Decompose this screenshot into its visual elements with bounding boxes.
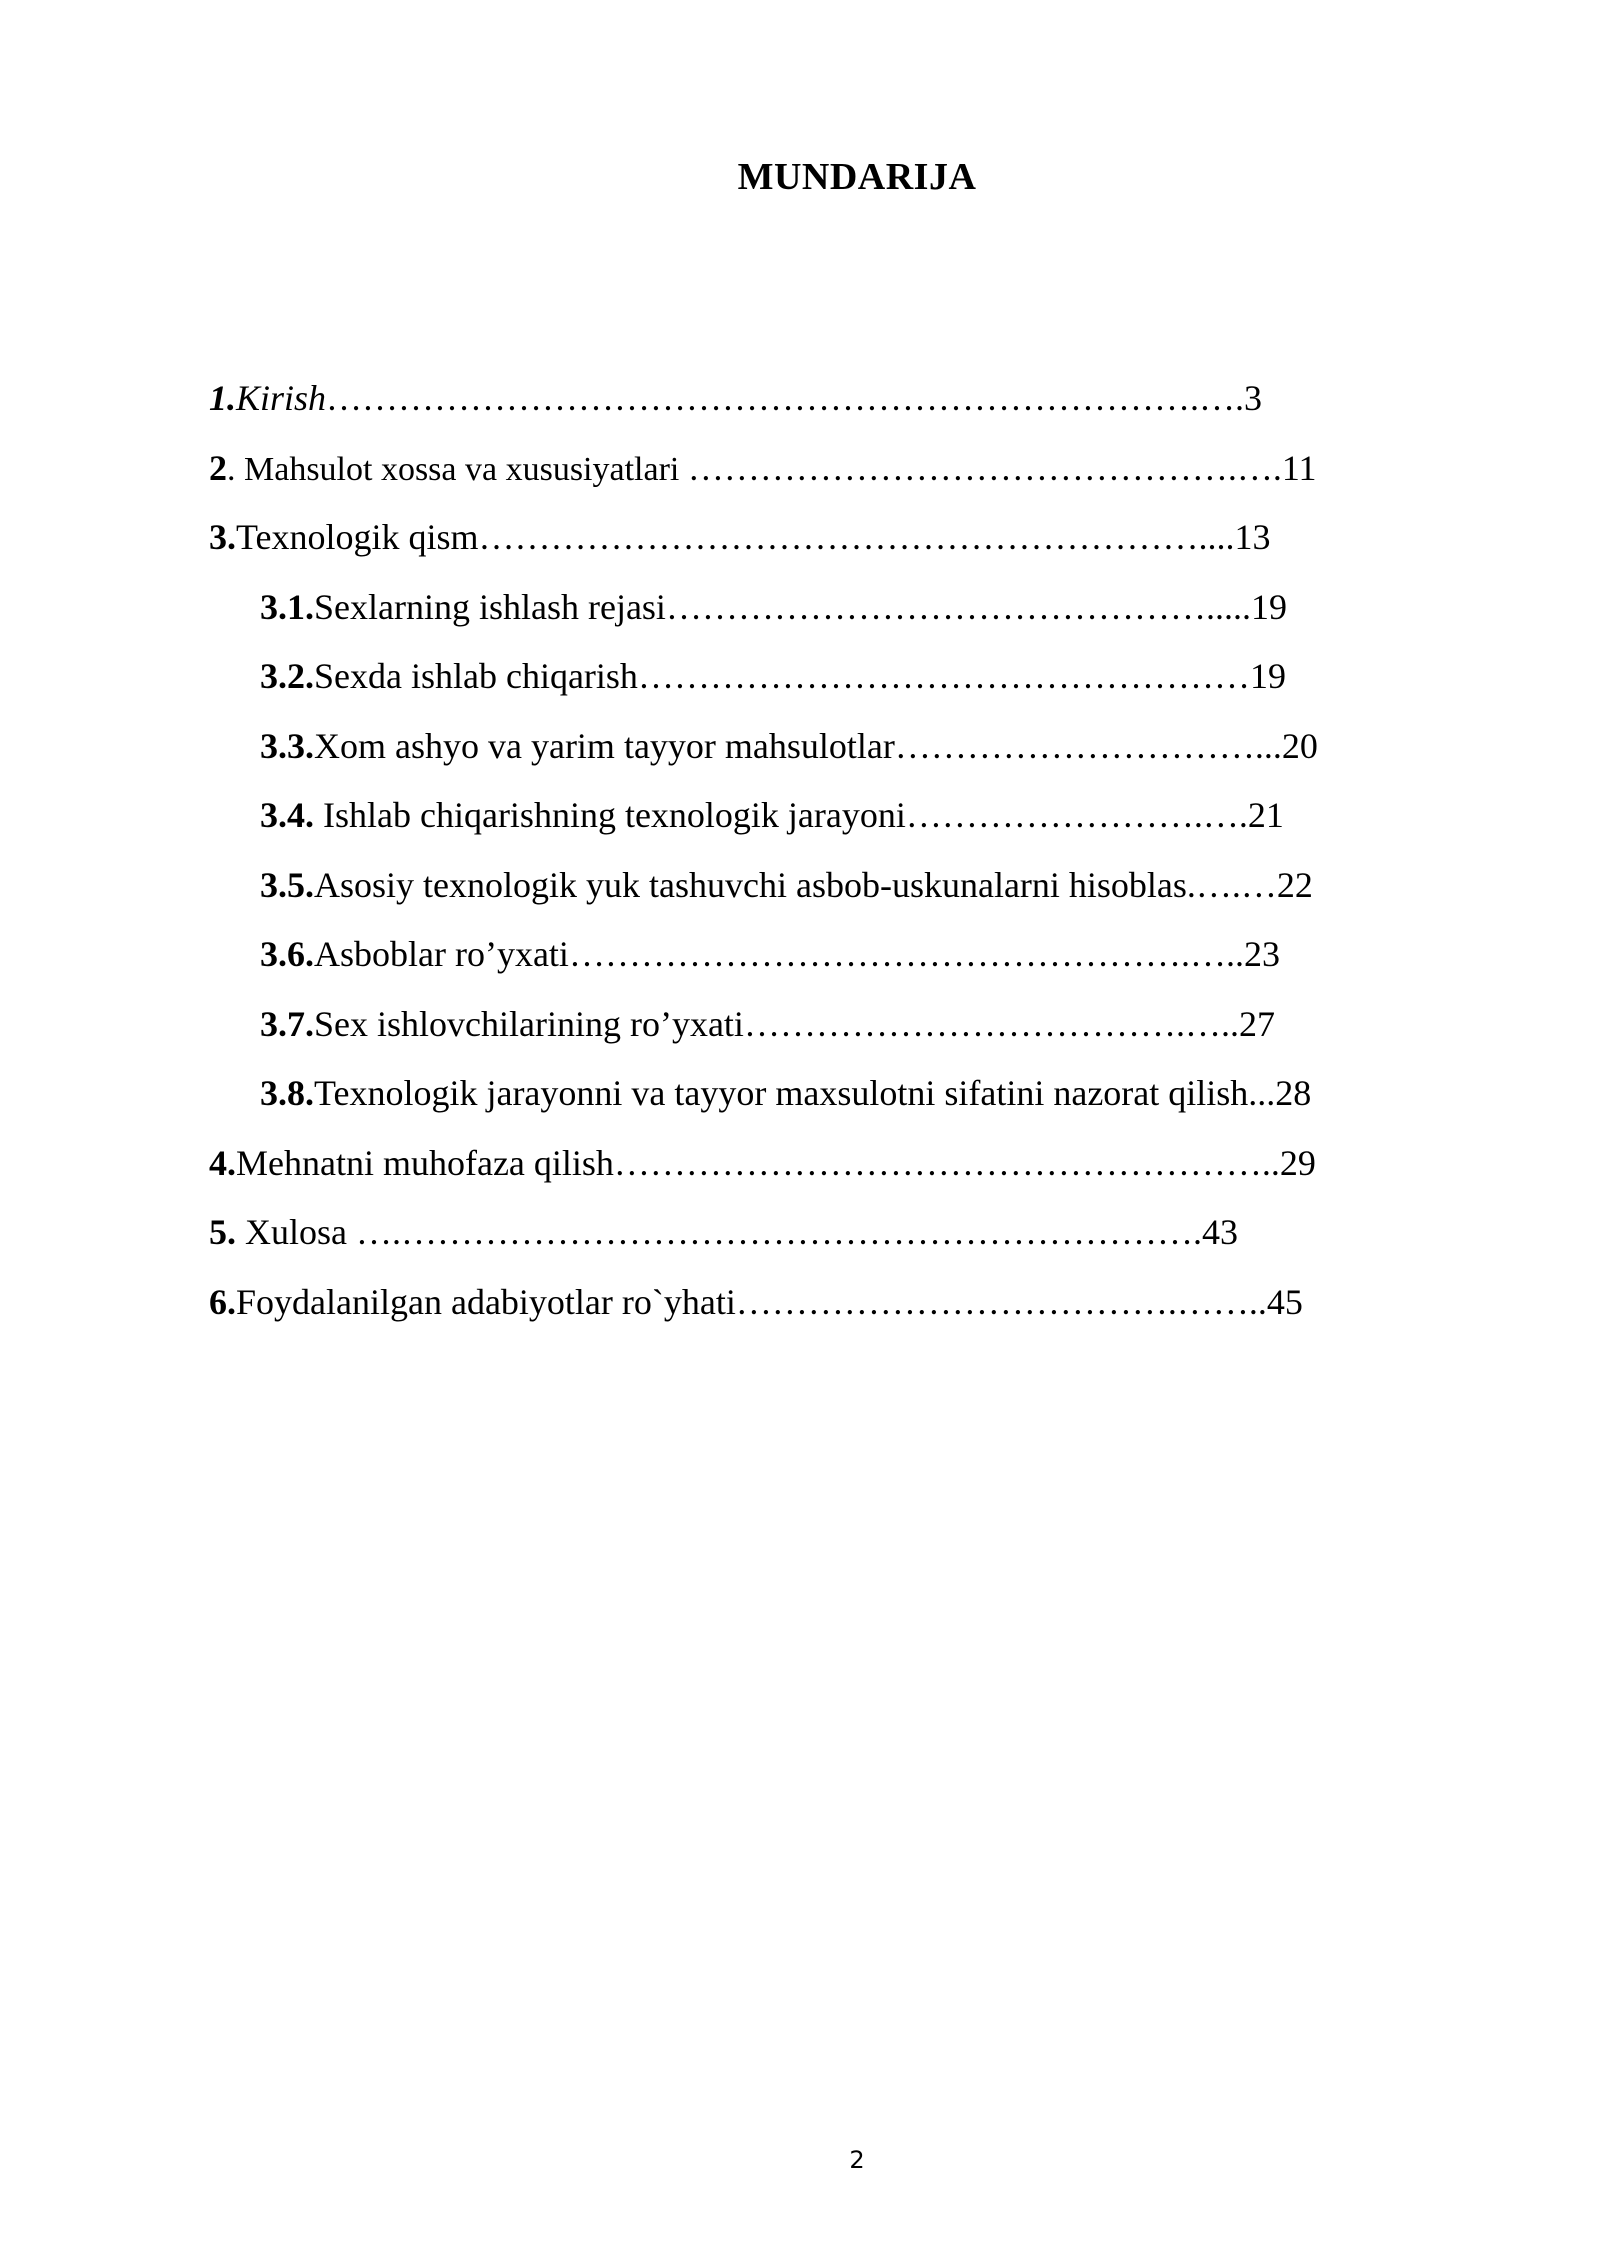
toc-leader-dots: ……………………………….…….. xyxy=(735,1281,1267,1322)
toc-leader-dots: …………………………………………….….. xyxy=(568,934,1244,974)
toc-leader-dots: ……………………………….….. xyxy=(743,1003,1239,1044)
toc-entry-adabiyotlar xyxy=(209,1276,1457,1346)
toc-entry-title: Sex ishlovchilarining ro’yxati xyxy=(314,1003,744,1044)
toc-entry-page: 43 xyxy=(1202,1212,1238,1252)
toc-entry-3-4 xyxy=(209,789,1457,859)
toc-entry-number: 3.5. xyxy=(260,864,314,905)
toc-entry-texnologik-qism xyxy=(209,511,1457,581)
toc-leader-dots: ... xyxy=(1248,1073,1276,1113)
toc-entry-number: 2 xyxy=(209,447,227,488)
toc-entry-page: 13 xyxy=(1234,517,1271,557)
toc-entry-3-1 xyxy=(209,581,1457,651)
toc-entry-3-6 xyxy=(209,928,1457,998)
toc-entry-number: 3.1. xyxy=(260,586,314,627)
toc-entry-page: 22 xyxy=(1276,864,1313,905)
toc-leader-dots: .….… xyxy=(1186,864,1277,905)
toc-entry-number: 3.7. xyxy=(260,1003,314,1044)
toc-entry-page: 45 xyxy=(1266,1281,1303,1322)
toc-entry-title: Sexda ishlab chiqarish xyxy=(314,656,638,696)
toc-entry-title: . Mahsulot xossa va xususiyatlari xyxy=(227,450,688,488)
table-of-contents xyxy=(209,372,1457,1345)
toc-entry-3-7 xyxy=(209,998,1457,1068)
toc-entry-title: Asboblar ro’yxati xyxy=(314,934,569,974)
toc-leader-dots: …………………………………………… xyxy=(637,656,1250,696)
toc-entry-title: Texnologik jarayonni va tayyor maxsulotni sifatini nazorat qilish xyxy=(314,1073,1249,1113)
toc-entry-number: 4. xyxy=(209,1142,236,1183)
toc-entry-page: 28 xyxy=(1275,1073,1312,1113)
toc-entry-number: 1. xyxy=(209,378,236,418)
toc-leader-dots: ….…………………………………………………………. xyxy=(356,1212,1202,1252)
toc-entry-title: Xom ashyo va yarim tayyor mahsulotlar xyxy=(314,725,895,766)
toc-entry-page: 19 xyxy=(1249,656,1286,696)
toc-entry-number: 6. xyxy=(209,1281,236,1322)
toc-entry-page: 21 xyxy=(1247,795,1284,835)
toc-entry-page: 20 xyxy=(1281,725,1318,766)
toc-leader-dots: ……………………………………………….. xyxy=(613,1142,1280,1183)
toc-entry-title: Foydalanilgan adabiyotlar ro`yhati xyxy=(236,1281,736,1322)
toc-entry-3-8 xyxy=(209,1067,1457,1137)
toc-entry-kirish xyxy=(209,372,1457,442)
toc-leader-dots: …………………………………………………….... xyxy=(478,517,1235,557)
toc-entry-title: Texnologik qism xyxy=(236,517,479,557)
toc-leader-dots: ………………………………………..... xyxy=(665,586,1251,627)
toc-entry-title: Kirish xyxy=(236,378,327,418)
toc-entry-number: 3.2. xyxy=(260,656,314,696)
toc-entry-number: 3. xyxy=(209,517,236,557)
toc-entry-mehnatni-muhofaza xyxy=(209,1137,1457,1207)
toc-entry-number: 3.3. xyxy=(260,725,314,766)
toc-entry-xulosa xyxy=(209,1206,1457,1276)
toc-entry-title: Mehnatni muhofaza qilish xyxy=(236,1142,614,1183)
toc-entry-number: 5. xyxy=(209,1212,236,1252)
toc-entry-number: 3.8. xyxy=(260,1073,314,1113)
toc-entry-page: 29 xyxy=(1279,1142,1316,1183)
toc-entry-title: Ishlab chiqarishning texnologik jarayoni xyxy=(314,795,906,835)
toc-entry-3-5 xyxy=(209,859,1457,929)
toc-entry-page: 11 xyxy=(1281,447,1317,488)
toc-entry-page: 3 xyxy=(1244,378,1263,418)
toc-entry-number: 3.4. xyxy=(260,795,314,835)
page-title: MUNDARIJA xyxy=(737,156,977,198)
toc-entry-3-3 xyxy=(209,720,1457,790)
toc-entry-3-2 xyxy=(209,650,1457,720)
toc-leader-dots: …………………………... xyxy=(894,725,1282,766)
toc-leader-dots: …………………….…. xyxy=(905,795,1248,835)
toc-entry-mahsulot xyxy=(209,442,1457,512)
toc-leader-dots: ……………………………………….…. xyxy=(687,447,1282,488)
toc-entry-title: Asosiy texnologik yuk tashuvchi asbob-uskunalarni hisoblas xyxy=(314,864,1187,905)
toc-entry-page: 23 xyxy=(1243,934,1280,974)
toc-entry-number: 3.6. xyxy=(260,934,314,974)
toc-leader-dots: ……………………………………………………………….…. xyxy=(326,378,1245,418)
toc-entry-page: 19 xyxy=(1250,586,1287,627)
toc-entry-title: Sexlarning ishlash rejasi xyxy=(314,586,666,627)
toc-entry-title: Xulosa xyxy=(236,1212,356,1252)
toc-entry-page: 27 xyxy=(1238,1003,1275,1044)
page-number: 2 xyxy=(849,2146,865,2174)
